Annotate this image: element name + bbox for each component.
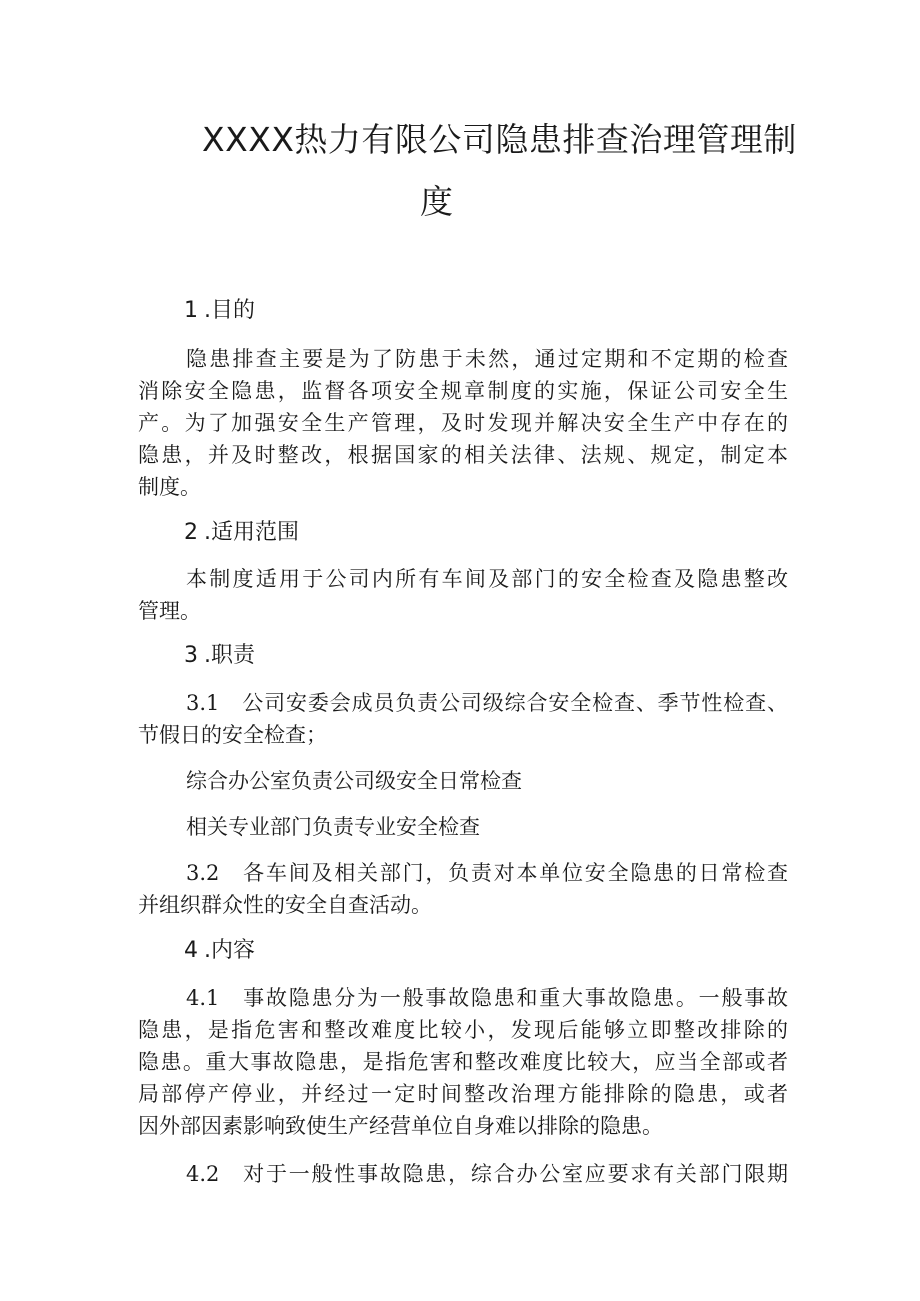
paragraph-line: 本制度适用于公司内所有车间及部门的安全检查及隐患整改 — [186, 567, 788, 591]
clause-4-1-line1 — [186, 985, 788, 1011]
section-heading-scope — [184, 520, 299, 546]
paragraph-line: 产。为了加强安全生产管理，及时发现并解决安全生产中存在的 — [138, 411, 788, 435]
section-number: 1 — [184, 298, 198, 323]
clause-text: 各车间及相关部门，负责对本单位安全隐患的日常检查 — [241, 861, 788, 885]
clause-number: 4.2 — [186, 1162, 220, 1186]
paragraph-line: 局部停产停业，并经过一定时间整改治理方能排除的隐患，或者 — [138, 1082, 788, 1106]
section-number: 2 — [184, 520, 198, 545]
paragraph-line: 因外部因素影响致使生产经营单位自身难以排除的隐患。 — [138, 1114, 663, 1138]
section-title: .职责 — [204, 643, 255, 668]
clause-4-2-line1 — [186, 1161, 788, 1187]
document-title-line1: XXXX热力有限公司隐患排查治理管理制 — [202, 120, 797, 159]
clause-text: 公司安委会成员负责公司级综合安全检查、季节性检查、 — [241, 691, 788, 715]
section-title: .内容 — [204, 938, 255, 963]
clause-text: 对于一般性事故隐患，综合办公室应要求有关部门限期 — [241, 1162, 788, 1186]
section-heading-purpose — [184, 298, 255, 324]
document-title-line2: 度 — [420, 182, 454, 221]
paragraph-line: 隐患。重大事故隐患，是指危害和整改难度比较大，应当全部或者 — [138, 1050, 788, 1074]
section-number: 3 — [184, 643, 198, 668]
clause-number: 3.1 — [186, 691, 220, 715]
clause-3-1-line2: 节假日的安全检查； — [138, 723, 327, 747]
clause-3-1-line1 — [186, 690, 788, 716]
paragraph-line: 管理。 — [138, 599, 201, 623]
clause-number: 3.2 — [186, 861, 220, 885]
paragraph-line: 隐患，是指危害和整改难度比较小，发现后能够立即整改排除的 — [138, 1018, 788, 1042]
paragraph-line: 隐患排查主要是为了防患于未然，通过定期和不定期的检查 — [186, 347, 788, 371]
clause-number: 4.1 — [186, 986, 220, 1010]
paragraph-line: 消除安全隐患，监督各项安全规章制度的实施，保证公司安全生 — [138, 379, 788, 403]
paragraph-line: 隐患，并及时整改，根据国家的相关法律、法规、规定，制定本 — [138, 443, 788, 467]
clause-3-2-line2: 并组织群众性的安全自查活动。 — [138, 893, 432, 917]
section-title: .目的 — [204, 298, 255, 323]
paragraph-line: 制度。 — [138, 475, 201, 499]
section-title: .适用范围 — [204, 520, 299, 545]
section-heading-duties — [184, 643, 255, 669]
clause-3-2-line1 — [186, 860, 788, 886]
clause-line: 相关专业部门负责专业安全检查 — [186, 815, 480, 839]
clause-line: 综合办公室负责公司级安全日常检查 — [186, 769, 522, 793]
section-number: 4 — [184, 938, 198, 963]
section-heading-content — [184, 938, 255, 964]
clause-text: 事故隐患分为一般事故隐患和重大事故隐患。一般事故 — [241, 986, 788, 1010]
